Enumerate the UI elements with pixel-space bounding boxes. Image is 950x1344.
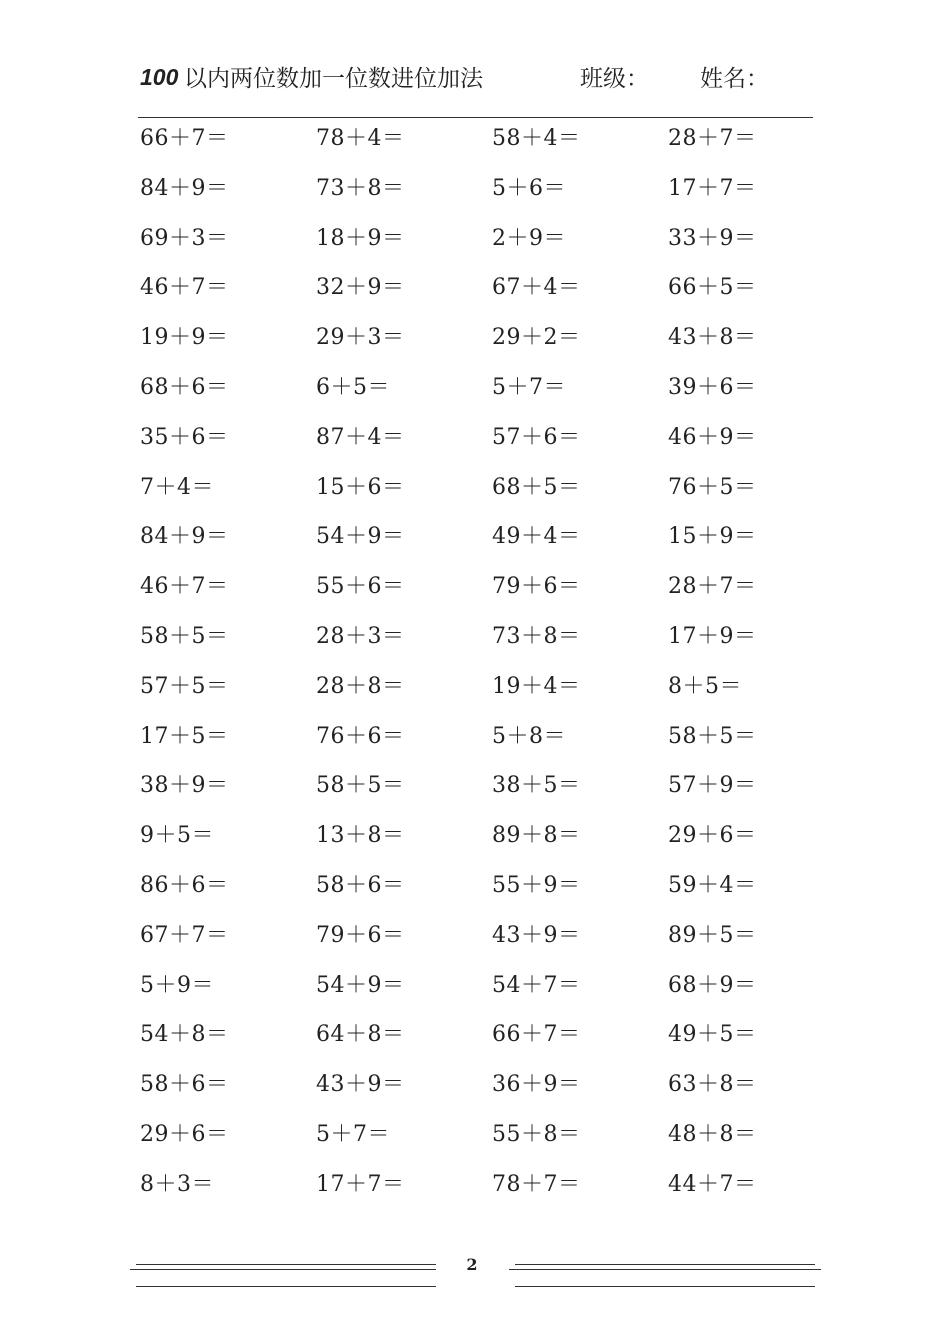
addition-problem: 46＋7＝: [140, 275, 229, 301]
problem-row: [140, 871, 840, 921]
problem-row: [140, 522, 840, 572]
problem-row: [140, 1170, 840, 1220]
addition-problem: 63＋8＝: [668, 1072, 757, 1098]
addition-problem: 73＋8＝: [492, 623, 581, 649]
addition-problem: 64＋8＝: [316, 1022, 405, 1048]
addition-problem: 17＋7＝: [668, 175, 757, 201]
addition-problem: 8＋5＝: [668, 673, 742, 699]
problem-row: [140, 672, 840, 722]
addition-problem: 46＋9＝: [668, 424, 757, 450]
addition-problem: 58＋5＝: [140, 623, 229, 649]
problem-row: [140, 722, 840, 772]
addition-problem: 79＋6＝: [492, 574, 581, 600]
addition-problem: 19＋9＝: [140, 325, 229, 351]
addition-problem: 55＋8＝: [492, 1121, 581, 1147]
addition-problem: 9＋5＝: [140, 823, 214, 849]
problem-row: [140, 771, 840, 821]
addition-problem: 18＋9＝: [316, 225, 405, 251]
problem-row: [140, 1120, 840, 1170]
addition-problem: 5＋7＝: [492, 374, 566, 400]
addition-problem: 68＋9＝: [668, 972, 757, 998]
addition-problem: 58＋6＝: [140, 1072, 229, 1098]
problem-row: [140, 1020, 840, 1070]
addition-problem: 15＋9＝: [668, 524, 757, 550]
addition-problem: 17＋7＝: [316, 1171, 405, 1197]
addition-problem: 35＋6＝: [140, 424, 229, 450]
addition-problem: 28＋7＝: [668, 574, 757, 600]
addition-problem: 43＋9＝: [492, 922, 581, 948]
addition-problem: 57＋5＝: [140, 673, 229, 699]
addition-problem: 89＋5＝: [668, 922, 757, 948]
addition-problem: 76＋6＝: [316, 723, 405, 749]
addition-problem: 19＋4＝: [492, 673, 581, 699]
addition-problem: 7＋4＝: [140, 474, 214, 500]
addition-problem: 2＋9＝: [492, 225, 566, 251]
addition-problem: 73＋8＝: [316, 175, 405, 201]
worksheet-title: 以内两位数加一位数进位加法: [184, 66, 483, 92]
addition-problem: 76＋5＝: [668, 474, 757, 500]
addition-problem: 54＋8＝: [140, 1022, 229, 1048]
addition-problem: 68＋5＝: [492, 474, 581, 500]
problem-row: [140, 373, 840, 423]
addition-problem: 69＋3＝: [140, 225, 229, 251]
addition-problem: 59＋4＝: [668, 872, 757, 898]
addition-problem: 5＋9＝: [140, 972, 214, 998]
problem-row: [140, 323, 840, 373]
addition-problem: 48＋8＝: [668, 1121, 757, 1147]
addition-problem: 68＋6＝: [140, 374, 229, 400]
name-field-label: 姓名：: [700, 66, 769, 92]
addition-problem: 29＋2＝: [492, 325, 581, 351]
addition-problem: 57＋6＝: [492, 424, 581, 450]
addition-problem: 17＋5＝: [140, 723, 229, 749]
addition-problem: 66＋7＝: [492, 1022, 581, 1048]
addition-problem: 49＋5＝: [668, 1022, 757, 1048]
addition-problem: 38＋9＝: [140, 773, 229, 799]
problem-row: [140, 622, 840, 672]
addition-problem: 29＋6＝: [140, 1121, 229, 1147]
addition-problem: 43＋8＝: [668, 325, 757, 351]
addition-problem: 58＋6＝: [316, 872, 405, 898]
addition-problem: 13＋8＝: [316, 823, 405, 849]
addition-problem: 84＋9＝: [140, 175, 229, 201]
addition-problem: 79＋6＝: [316, 922, 405, 948]
addition-problem: 28＋3＝: [316, 623, 405, 649]
problem-row: [140, 473, 840, 523]
problem-row: [140, 273, 840, 323]
problem-row: [140, 124, 840, 174]
addition-problem: 86＋6＝: [140, 872, 229, 898]
footer-rule-right-bottom: [515, 1286, 815, 1287]
problem-row: [140, 174, 840, 224]
addition-problem: 58＋5＝: [316, 773, 405, 799]
addition-problem: 54＋7＝: [492, 972, 581, 998]
addition-problem: 78＋7＝: [492, 1171, 581, 1197]
addition-problem: 32＋9＝: [316, 275, 405, 301]
addition-problem: 5＋6＝: [492, 175, 566, 201]
addition-problem: 28＋8＝: [316, 673, 405, 699]
addition-problem: 39＋6＝: [668, 374, 757, 400]
addition-problem: 87＋4＝: [316, 424, 405, 450]
page-number: 2: [466, 1255, 478, 1274]
header-divider: [138, 117, 813, 118]
problem-row: [140, 921, 840, 971]
problem-row: [140, 971, 840, 1021]
addition-problem: 43＋9＝: [316, 1072, 405, 1098]
title-number: 100: [140, 64, 179, 90]
addition-problem: 8＋3＝: [140, 1171, 214, 1197]
addition-problem: 66＋7＝: [140, 126, 229, 151]
addition-problem: 84＋9＝: [140, 524, 229, 550]
problem-row: [140, 224, 840, 274]
addition-problem: 55＋9＝: [492, 872, 581, 898]
addition-problem: 66＋5＝: [668, 275, 757, 301]
addition-problem: 28＋7＝: [668, 126, 757, 151]
addition-problem: 67＋4＝: [492, 275, 581, 301]
addition-problem: 44＋7＝: [668, 1171, 757, 1197]
addition-problem: 54＋9＝: [316, 972, 405, 998]
footer-rule-left-middle: [130, 1269, 436, 1270]
problem-grid: [140, 124, 840, 1220]
addition-problem: 29＋3＝: [316, 325, 405, 351]
footer-rule-left-bottom: [136, 1286, 436, 1287]
problem-row: [140, 423, 840, 473]
addition-problem: 78＋4＝: [316, 126, 405, 151]
problem-row: [140, 821, 840, 871]
addition-problem: 58＋4＝: [492, 126, 581, 151]
class-field-label: 班级：: [580, 66, 649, 92]
problem-row: [140, 1070, 840, 1120]
addition-problem: 89＋8＝: [492, 823, 581, 849]
addition-problem: 15＋6＝: [316, 474, 405, 500]
addition-problem: 38＋5＝: [492, 773, 581, 799]
addition-problem: 5＋8＝: [492, 723, 566, 749]
footer-rule-right-middle: [509, 1269, 821, 1270]
addition-problem: 58＋5＝: [668, 723, 757, 749]
worksheet-header: [140, 56, 820, 100]
footer-rule-right-top: [515, 1264, 815, 1265]
addition-problem: 46＋7＝: [140, 574, 229, 600]
problem-row: [140, 572, 840, 622]
addition-problem: 67＋7＝: [140, 922, 229, 948]
addition-problem: 54＋9＝: [316, 524, 405, 550]
footer-rule-left-top: [136, 1264, 436, 1265]
addition-problem: 36＋9＝: [492, 1072, 581, 1098]
addition-problem: 55＋6＝: [316, 574, 405, 600]
addition-problem: 57＋9＝: [668, 773, 757, 799]
addition-problem: 6＋5＝: [316, 374, 390, 400]
addition-problem: 29＋6＝: [668, 823, 757, 849]
addition-problem: 49＋4＝: [492, 524, 581, 550]
addition-problem: 5＋7＝: [316, 1121, 390, 1147]
addition-problem: 17＋9＝: [668, 623, 757, 649]
addition-problem: 33＋9＝: [668, 225, 757, 251]
